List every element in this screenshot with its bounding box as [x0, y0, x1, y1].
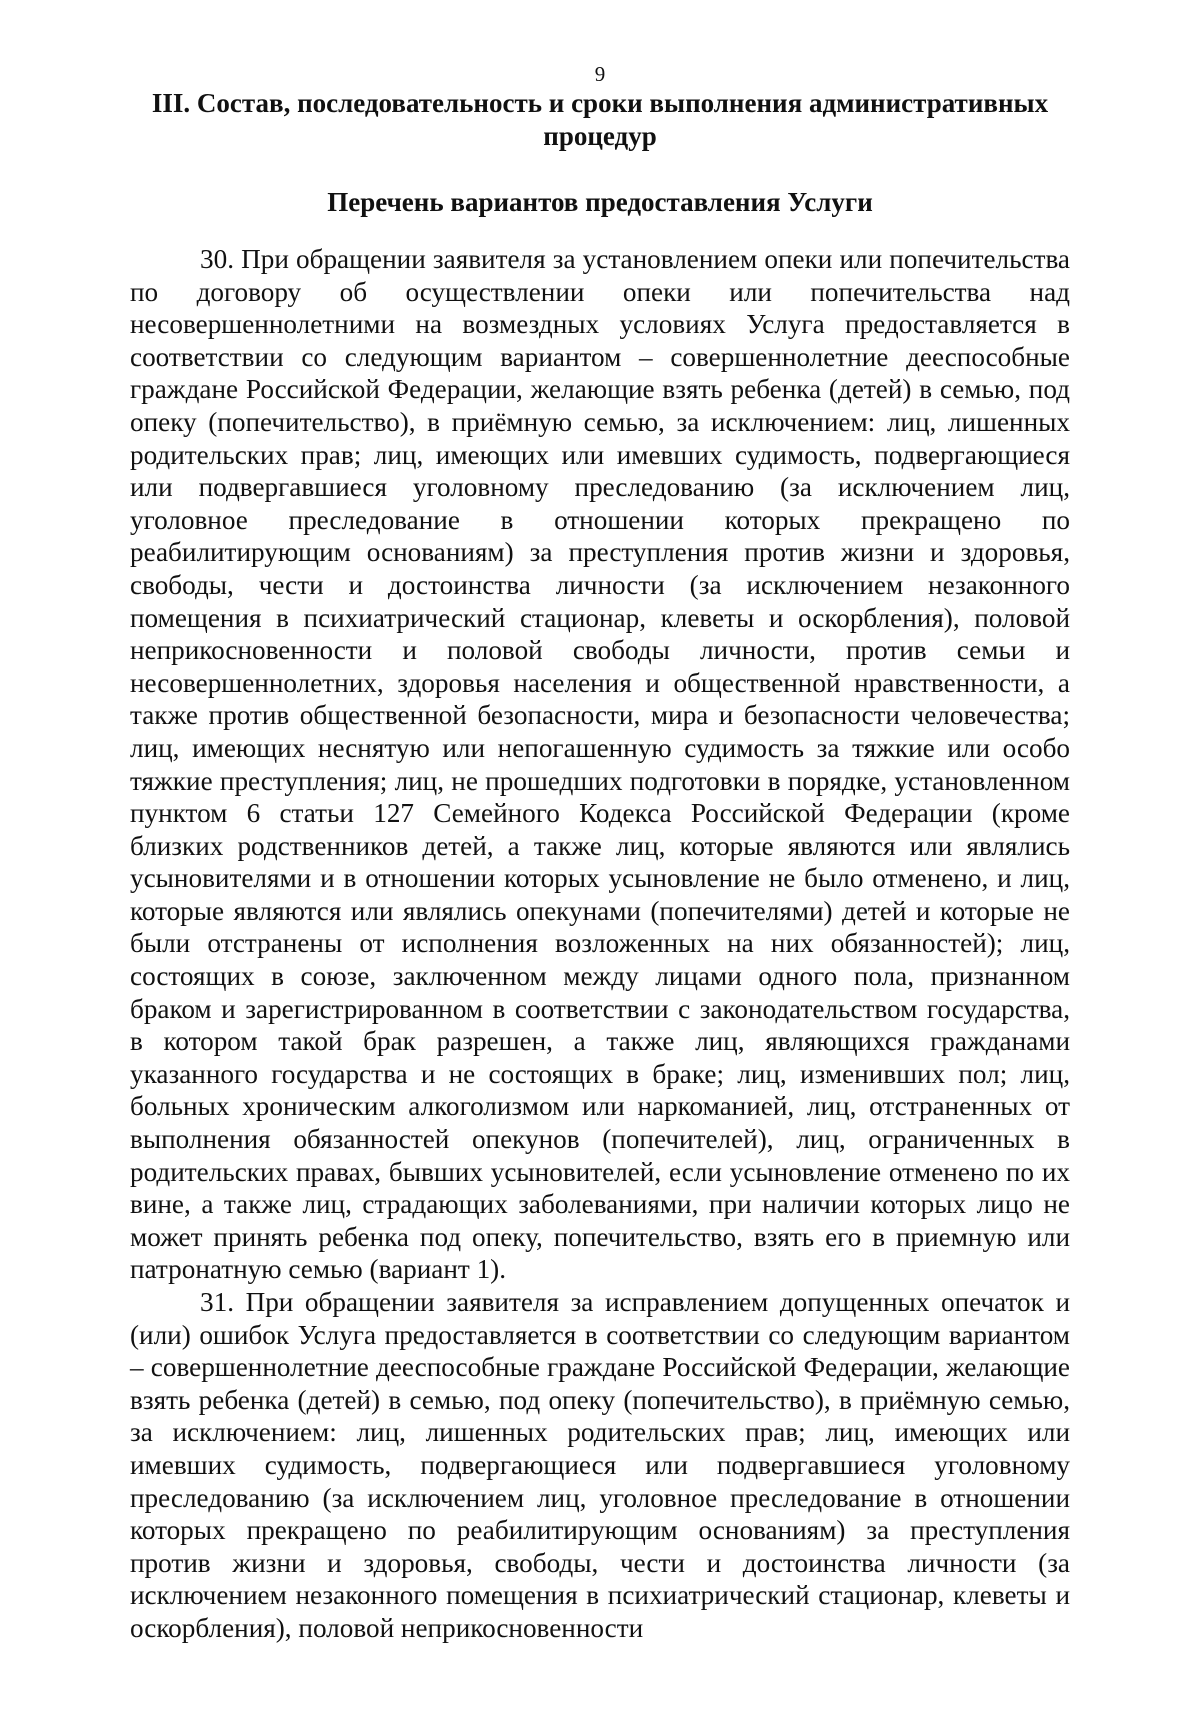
page-number: 9: [594, 62, 606, 86]
paragraph-31: 31. При обращении заявителя за исправлением допущенных опечаток и (или) ошибок Услуга предоставляется в соответствии со следующим вариантом – совершеннолетние дееспособные граждане Российской Федерации, желающие взять ребенка (детей) в семью, под опеку (попечительство), в приёмную семью, за исключением: лиц, лишенных родительских прав; лиц, имеющих или имевших судимость, подвергающиеся или подвергавшиеся уголовному преследованию (за исключением лиц, уголовное преследование в отношении которых прекращено по реабилитирующим основаниям) за преступления против жизни и здоровья, свободы, чести и достоинства личности (за исключением незаконного помещения в психиатрический стационар, клеветы и оскорбления), половой неприкосновенности: [130, 1287, 1070, 1643]
body-text: [130, 243, 1070, 1645]
section-title: III. Состав, последовательность и сроки выполнения административных процедур: [151, 88, 1049, 151]
subsection-title: Перечень вариантов предоставления Услуги: [327, 187, 873, 217]
paragraph-30: 30. При обращении заявителя за установлением опеки или попечительства по договору об осуществлении опеки или попечительства над несовершеннолетними на возмездных условиях Услуга предоставляется в соответствии со следующим вариантом – совершеннолетние дееспособные граждане Российской Федерации, желающие взять ребенка (детей) в семью, под опеку (попечительство), в приёмную семью, за исключением: лиц, лишенных родительских прав; лиц, имеющих или имевших судимость, подвергающиеся или подвергавшиеся уголовному преследованию (за исключением лиц, уголовное преследование в отношении которых прекращено по реабилитирующим основаниям) за преступления против жизни и здоровья, свободы, чести и достоинства личности (за исключением незаконного помещения в психиатрический стационар, клеветы и оскорбления), половой неприкосновенности и половой свободы личности, против семьи и несовершеннолетних, здоровья населения и общественной нравственности, а также против общественной безопасности, мира и безопасности человечества; лиц, имеющих неснятую или непогашенную судимость за тяжкие или особо тяжкие преступления; лиц, не прошедших подготовки в порядке, установленном пунктом 6 статьи 127 Семейного Кодекса Российской Федерации (кроме близких родственников детей, а также лиц, которые являются или являлись усыновителями и в отношении которых усыновление не было отменено, и лиц, которые являются или являлись опекунами (попечителями) детей и которые не были отстранены от исполнения возложенных на них обязанностей); лиц, состоящих в союзе, заключенном между лицами одного пола, признанном браком и зарегистрированном в соответствии с законодательством государства, в котором такой брак разрешен, а также лиц, являющихся гражданами указанного государства и не состоящих в браке; лиц, изменивших пол; лиц, больных хроническим алкоголизмом или наркоманией, лиц, отстраненных от выполнения обязанностей опекунов (попечителей), лиц, ограниченных в родительских правах, бывших усыновителей, если усыновление отменено по их вине, а также лиц, страдающих заболеваниями, при наличии которых лицо не может принять ребенка под опеку, попечительство, взять его в приемную или патронатную семью (вариант 1).: [130, 244, 1070, 1285]
